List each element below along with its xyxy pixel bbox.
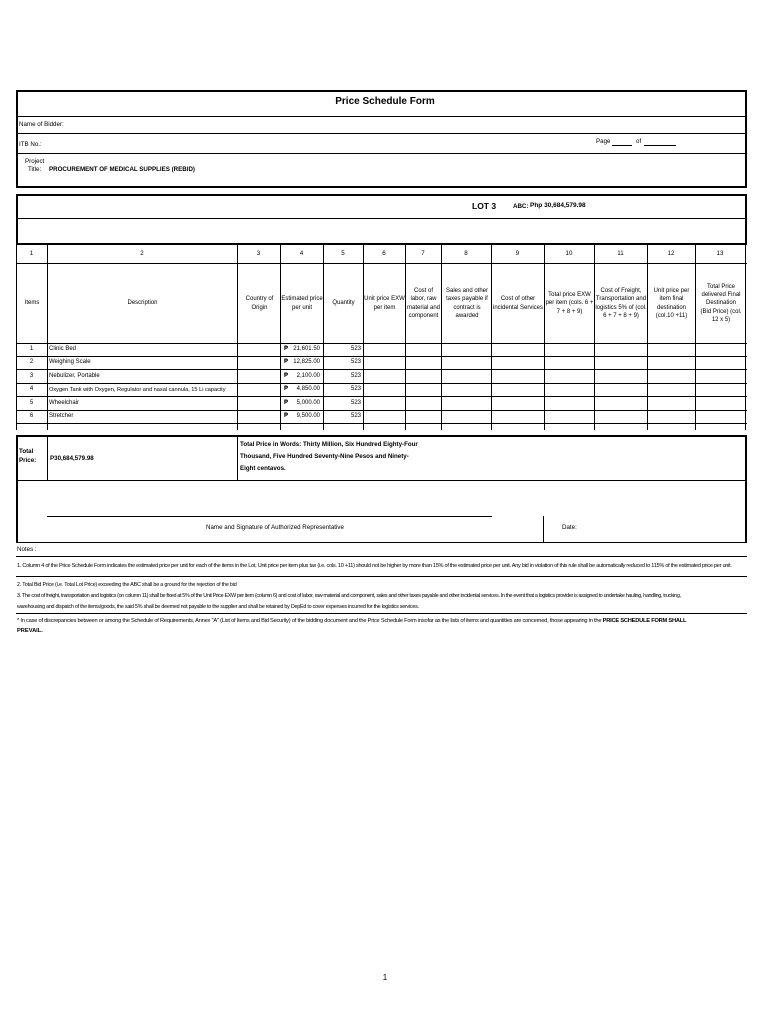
- total-price-label-1: Total: [19, 448, 34, 455]
- total-top-border: [16, 435, 747, 437]
- signature-label: Name and Signature of Authorized Representative: [206, 524, 344, 531]
- total-price-label-2: Price:: [19, 457, 37, 464]
- itb-label: ITB No.:: [19, 141, 42, 148]
- total-left-border: [16, 435, 18, 543]
- header-items: Items: [24, 300, 40, 307]
- title-divider: [16, 116, 747, 117]
- header-row-divider: [16, 343, 747, 344]
- row-estimated-price: 4,850.00: [296, 386, 320, 392]
- date-divider: [543, 516, 544, 543]
- page-number: 1: [382, 973, 388, 982]
- lot-right-border: [745, 194, 747, 244]
- total-words-line-3: Eight centavos.: [240, 465, 286, 472]
- abc-label: ABC:: [513, 203, 529, 210]
- header-country-of-origin: Country of Origin: [245, 296, 274, 311]
- header-total-price-exw: Total price EXW per item (cols. 6 + 7 + 8 + 9): [545, 292, 594, 315]
- col-number: 11: [617, 250, 624, 257]
- notes-divider-1: [16, 556, 747, 557]
- row-divider-5: [16, 410, 747, 411]
- total-words-line-1: Total Price in Words: Thirty Million, Six Hundred Eighty-Four: [240, 441, 418, 448]
- project-title-value: PROCUREMENT OF MEDICAL SUPPLIES (REBID): [49, 166, 195, 173]
- header-unit-price-final: Unit price per item final destination (col.10 +11): [653, 288, 690, 319]
- row-description: Clinic Bed: [49, 346, 77, 352]
- peso-sign: ₱: [284, 386, 289, 392]
- notes-label: Notes :: [17, 546, 37, 553]
- col-number: 12: [667, 250, 675, 257]
- col-line-2: [237, 243, 238, 430]
- col-number: 9: [515, 250, 520, 257]
- header-description: Description: [127, 300, 158, 307]
- col-number: 2: [140, 250, 144, 257]
- row-divider-4: [16, 396, 747, 397]
- bidder-divider: [16, 133, 747, 134]
- page-blank-line: [612, 145, 632, 146]
- row-item-number: 5: [29, 400, 34, 406]
- note-3-line-1: 3. The cost of freight, transportation and logistics (on column 11) shall be fixed at 5% of the Unit Price EXW per item (column 6) and cost of labor, raw material and component, sales and other taxes payable and other incidental services. In the event that a logistics provider is assigned to undertake hauling, handling, trucking,: [17, 593, 681, 599]
- row-description: Weighing Scale: [49, 359, 91, 365]
- name-of-bidder-label: Name of Bidder:: [19, 121, 64, 128]
- row-divider-3: [16, 383, 747, 384]
- row-quantity: 523: [350, 346, 361, 352]
- header-cost-of-labor: Cost of labor, raw material and component: [406, 288, 441, 319]
- row-quantity: 523: [350, 413, 361, 419]
- col-line-12: [695, 243, 696, 430]
- peso-sign: ₱: [284, 413, 289, 419]
- form-title: Price Schedule Form: [335, 96, 435, 107]
- header-unit-price-exw: Unit price EXW per item: [364, 296, 405, 311]
- abc-value: Php 30,684,579.98: [530, 202, 586, 209]
- of-label: of: [636, 138, 642, 145]
- col-number: 7: [421, 250, 425, 257]
- col-line-13: [745, 243, 746, 430]
- notes-divider-2: [16, 576, 747, 577]
- table-top-border: [16, 243, 747, 245]
- peso-sign: ₱: [284, 373, 289, 379]
- itb-divider: [16, 153, 747, 154]
- frame-top-border: [16, 90, 747, 92]
- note-4-text: * In case of discrepancies between or among the Schedule of Requirements, Annex "A" (List of Items and Bid Security) of the bidding document and the Price Schedule Form insofar as the lists of items and quantities are concerned, those appearing in the: [17, 618, 602, 624]
- col-number: 4: [299, 250, 304, 257]
- row-quantity: 523: [350, 386, 361, 392]
- note-4-line-2: PREVAIL.: [17, 628, 43, 634]
- signature-line: [47, 516, 492, 517]
- col-number: 6: [382, 250, 386, 257]
- header-bottom-border: [16, 186, 747, 188]
- row-quantity: 523: [350, 359, 361, 365]
- lot-left-border: [16, 194, 18, 244]
- col-number: 3: [256, 250, 261, 257]
- of-blank-line: [644, 145, 676, 146]
- row-estimated-price: 12,825.00: [293, 359, 320, 365]
- col-number: 5: [341, 250, 345, 257]
- notes-divider-3: [16, 613, 747, 614]
- project-title-label-1: Project: [25, 158, 45, 165]
- row-item-number: 1: [29, 346, 34, 352]
- total-words-divider: [237, 435, 238, 480]
- note-1: 1. Column 4 of the Price Schedule Form indicates the estimated price per unit for each of the items in the Lot, Unit price per item plus tax (i.e. cols. 10 +11) should not be higher by more than 15% of the estimated price per unit. Any bid in violation of this rule shall be automatically reduced to 115% of the estimated price per unit.: [17, 563, 732, 569]
- col-line-7: [441, 243, 442, 430]
- col-number: 13: [716, 250, 724, 257]
- row-description: Nebulizer, Portable: [49, 373, 100, 379]
- header-cost-of-freight: Cost of Freight, Transportation and logistics 5% of (col. 6 + 7 + 8 + 9): [595, 288, 647, 319]
- total-words-line-2: Thousand, Five Hundred Seventy-Nine Pesos and Ninety-: [240, 453, 409, 460]
- row-estimated-price: 2,100.00: [296, 373, 320, 379]
- row-description: Stretcher: [49, 413, 74, 419]
- row-quantity: 523: [350, 400, 361, 406]
- header-incidental-services: Cost of other incidental Services: [492, 296, 544, 311]
- header-sales-taxes: Sales and other taxes payable if contract is awarded: [445, 288, 489, 319]
- row-item-number: 3: [29, 373, 34, 379]
- row-quantity: 523: [350, 373, 361, 379]
- total-label-divider: [47, 435, 48, 480]
- date-label: Date:: [562, 524, 577, 531]
- peso-sign: ₱: [284, 359, 289, 365]
- note-4-line-1: [17, 618, 686, 625]
- lot-number: LOT 3: [472, 201, 497, 211]
- project-title-label-2: Title:: [28, 166, 42, 173]
- col-number: 1: [29, 250, 34, 257]
- row-divider-6: [16, 423, 747, 424]
- row-item-number: 2: [29, 359, 34, 365]
- peso-sign: ₱: [284, 346, 289, 352]
- col-number: 8: [464, 250, 468, 257]
- header-estimated-price: Estimated price per unit: [281, 296, 323, 311]
- total-price-value: P30,684,579.98: [50, 455, 94, 462]
- row-item-number: 4: [29, 386, 34, 392]
- row-item-number: 6: [29, 413, 34, 419]
- peso-sign: ₱: [284, 400, 289, 406]
- row-estimated-price: 9,500.00: [296, 413, 320, 419]
- header-total-price-delivered: Total Price delivered Final Destination (Bid Price) (col. 12 x 5): [700, 283, 742, 323]
- note-3-line-2: warehousing and dispatch of the items/goods, the said 5% shall be deemed not payable to the supplier and shall be retained by DepEd to cover expenses incurred for the logistics services.: [17, 604, 419, 610]
- signature-bottom-border: [16, 542, 747, 543]
- header-quantity: Quantity: [332, 300, 355, 307]
- row-description: Wheelchair: [49, 400, 80, 406]
- total-right-border: [745, 435, 747, 543]
- total-bottom-divider: [16, 480, 747, 481]
- row-estimated-price: 21,601.50: [293, 346, 320, 352]
- row-estimated-price: 5,000.00: [296, 400, 320, 406]
- note-2: 2. Total Bid Price (i.e. Total Lot Price) exceeding the ABC shall be a ground for the rejection of the bid: [17, 582, 237, 588]
- row-divider-1: [16, 356, 747, 357]
- page-label: Page: [596, 138, 611, 145]
- row-description: Oxygen Tank with Oxygen, Regulator and nasal cannula, 15 Li capacity: [49, 387, 226, 393]
- lot-top-border: [16, 194, 747, 196]
- lot-divider: [16, 218, 747, 219]
- note-4-emphasis: PRICE SCHEDULE FORM SHALL: [602, 618, 687, 624]
- row-divider-2: [16, 369, 747, 370]
- col-number: 10: [565, 250, 573, 257]
